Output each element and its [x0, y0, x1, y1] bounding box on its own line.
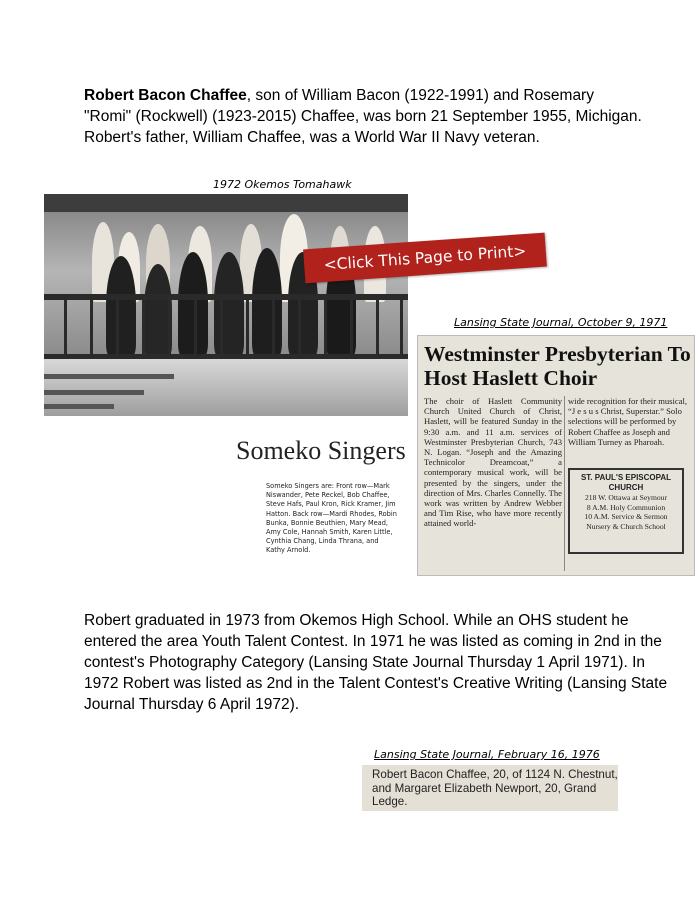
clip1-headline: Westminster Presbyterian To Host Haslett Choir — [424, 342, 691, 390]
church-name: ST. PAUL'S EPISCOPAL CHURCH — [580, 473, 672, 492]
yearbook-caption: 1972 Okemos Tomahawk — [213, 178, 352, 191]
print-page-button[interactable]: <Click This Page to Print> — [303, 233, 547, 284]
clip1-column-1: The choir of Haslett Community Church United Church of Christ, Haslett, will be featured Sunday in the 9:30 a.m. and 11 a.m. services of Westminster Presbyterian Church, 743 N. Logan. “Joseph and the Amazing Technicolor Dreamcoat,” a contemporary musical work, will be presented by the singers, under the direction of Mrs. Charles Connelly. The work was written by Andrew Webber and Tim Rise, who have more recently attained world- — [424, 396, 562, 529]
yearbook-photo-caption: Someko Singers are: Front row—Mark Niswander, Pete Reckel, Bob Chaffee, Steve Hafs, Paul Kron, Rick Kramer, Jim Hatton. Back row—Mardi Rhodes, Robin Bunka, Bonnie Beuthien, Mary Mead, Amy Cole, Hannah Smith, Karen Little, Cynthia Chang, Linda Thrana, and Kathy Arnold. — [266, 482, 397, 555]
clip2-text: Robert Bacon Chaffee, 20, of 1124 N. Chestnut, and Margaret Elizabeth Newport, 20, Grand Ledge. — [372, 768, 618, 808]
subject-name: Robert Bacon Chaffee — [84, 87, 247, 104]
intro-text: , son of William Bacon (1922-1991) and Rosemary "Romi" (Rockwell) (1923-2015) Chaffee, was born 21 September 1955, Michigan. Robert's father, William Chaffee, was a World War II Navy veteran. — [84, 87, 642, 146]
group-photo — [44, 194, 408, 416]
clip1-caption: Lansing State Journal, October 9, 1971 — [454, 316, 668, 329]
newspaper-clipping-marriage — [362, 765, 618, 811]
newspaper-clipping-choir — [417, 335, 695, 576]
graduation-paragraph: Robert graduated in 1973 from Okemos High School. While an OHS student he entered the area Youth Talent Contest. In 1971 he was listed as coming in 2nd in the contest's Photography Category (Lansing State Journal Thursday 1 April 1971). In 1972 Robert was listed as 2nd in the Talent Contest's Creative Writing (Lansing State Journal Thursday 6 April 1972). — [84, 612, 668, 713]
clip1-column-2: wide recognition for their musical, “J e s u s Christ, Superstar.” Solo selections will be performed by Robert Chaffee as Joseph and William Turney as Pharoah. — [568, 396, 688, 447]
church-ad-box — [568, 468, 684, 554]
church-address: 218 W. Ottawa at Seymour — [584, 493, 668, 502]
church-line-1: 8 A.M. Holy Communion — [586, 502, 666, 512]
intro-paragraph — [84, 85, 644, 148]
yearbook-title: Someko Singers — [236, 436, 406, 465]
church-line-3: Nursery & Church School — [586, 521, 666, 531]
clip2-caption: Lansing State Journal, February 16, 1976 — [374, 748, 600, 761]
church-line-2: 10 A.M. Service & Sermon — [584, 512, 668, 522]
